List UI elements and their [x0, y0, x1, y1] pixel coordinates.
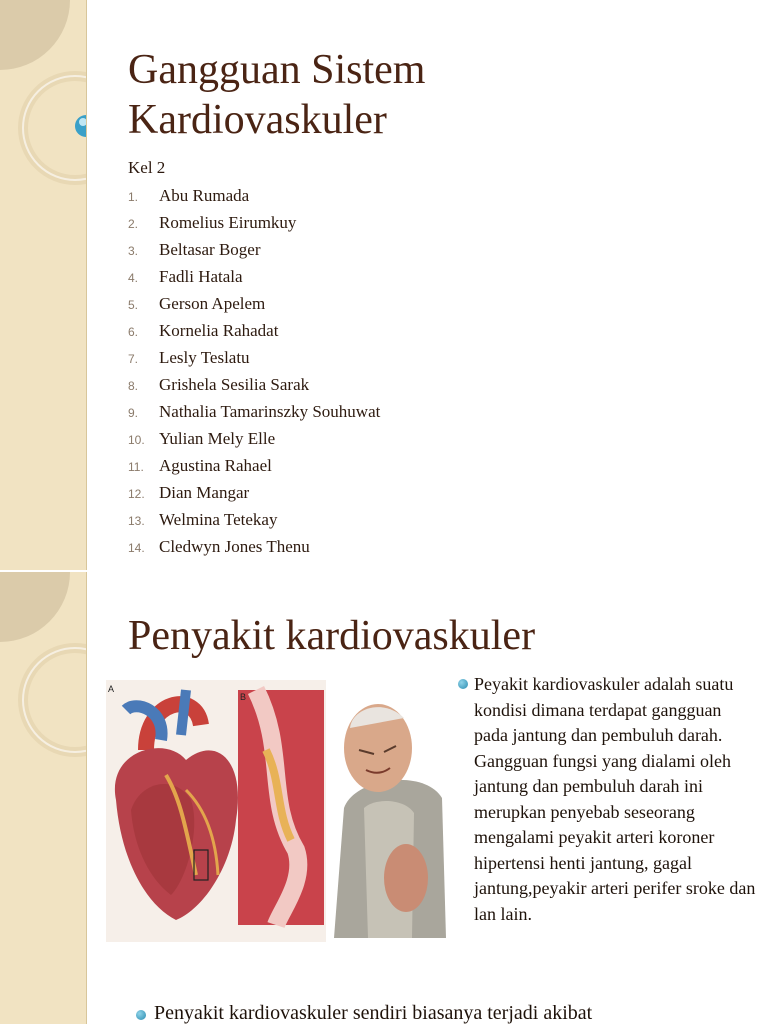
list-item: 13. Welmina Tetekay [128, 510, 278, 529]
list-item: 1. Abu Rumada [128, 186, 250, 205]
member-list [128, 182, 688, 560]
heart-illustration-icon [106, 680, 326, 942]
slide-2 [0, 572, 768, 1024]
description-text: Peyakit kardiovaskuler adalah suatu kondisi dimana terdapat gangguan pada jantung dan pembuluh darah. Gangguan fungsi yang dialami oleh jantung dan pembuluh darah ini merupkan penyebab seseorang mengalami peyakit arteri koroner hipertensi henti jantung, gagal jantung,peyakir arteri perifer sroke dan lan lain. [474, 674, 756, 924]
slide-title: Penyakit kardiovaskuler [128, 613, 536, 659]
list-item: 4. Fadli Hatala [128, 267, 243, 286]
bullet-dot-icon [136, 1010, 146, 1020]
list-item: 8. Grishela Sesilia Sarak [128, 375, 310, 394]
list-item: 5. Gerson Apelem [128, 294, 266, 313]
svg-text:A: A [108, 684, 115, 694]
list-item: 14. Cledwyn Jones Thenu [128, 537, 310, 556]
description-bullet [458, 672, 758, 927]
decorative-strip [0, 0, 87, 572]
list-item: 6. Kornelia Rahadat [128, 321, 279, 340]
list-item: 10. Yulian Mely Elle [128, 429, 276, 448]
list-item: 11. Agustina Rahael [128, 456, 272, 475]
list-item: 3. Beltasar Boger [128, 240, 261, 259]
list-item: 9. Nathalia Tamarinszky Souhuwat [128, 402, 381, 421]
decorative-strip [0, 572, 87, 1024]
list-item: 12. Dian Mangar [128, 483, 250, 502]
person-chest-pain-icon [334, 688, 446, 938]
list-item: 2. Romelius Eirumkuy [128, 213, 297, 232]
second-bullet [136, 1002, 768, 1024]
list-item: 7. Lesly Teslatu [128, 348, 250, 367]
slide-title: Gangguan Sistem Kardiovaskuler [128, 47, 426, 143]
group-label: Kel 2 [128, 158, 166, 177]
second-bullet-text: Penyakit kardiovaskuler sendiri biasanya terjadi akibat [154, 1002, 593, 1024]
bullet-dot-icon [458, 679, 468, 689]
svg-text:B: B [240, 692, 247, 702]
decorative-circles-icon [0, 0, 86, 572]
decorative-circles-icon [0, 572, 86, 1024]
